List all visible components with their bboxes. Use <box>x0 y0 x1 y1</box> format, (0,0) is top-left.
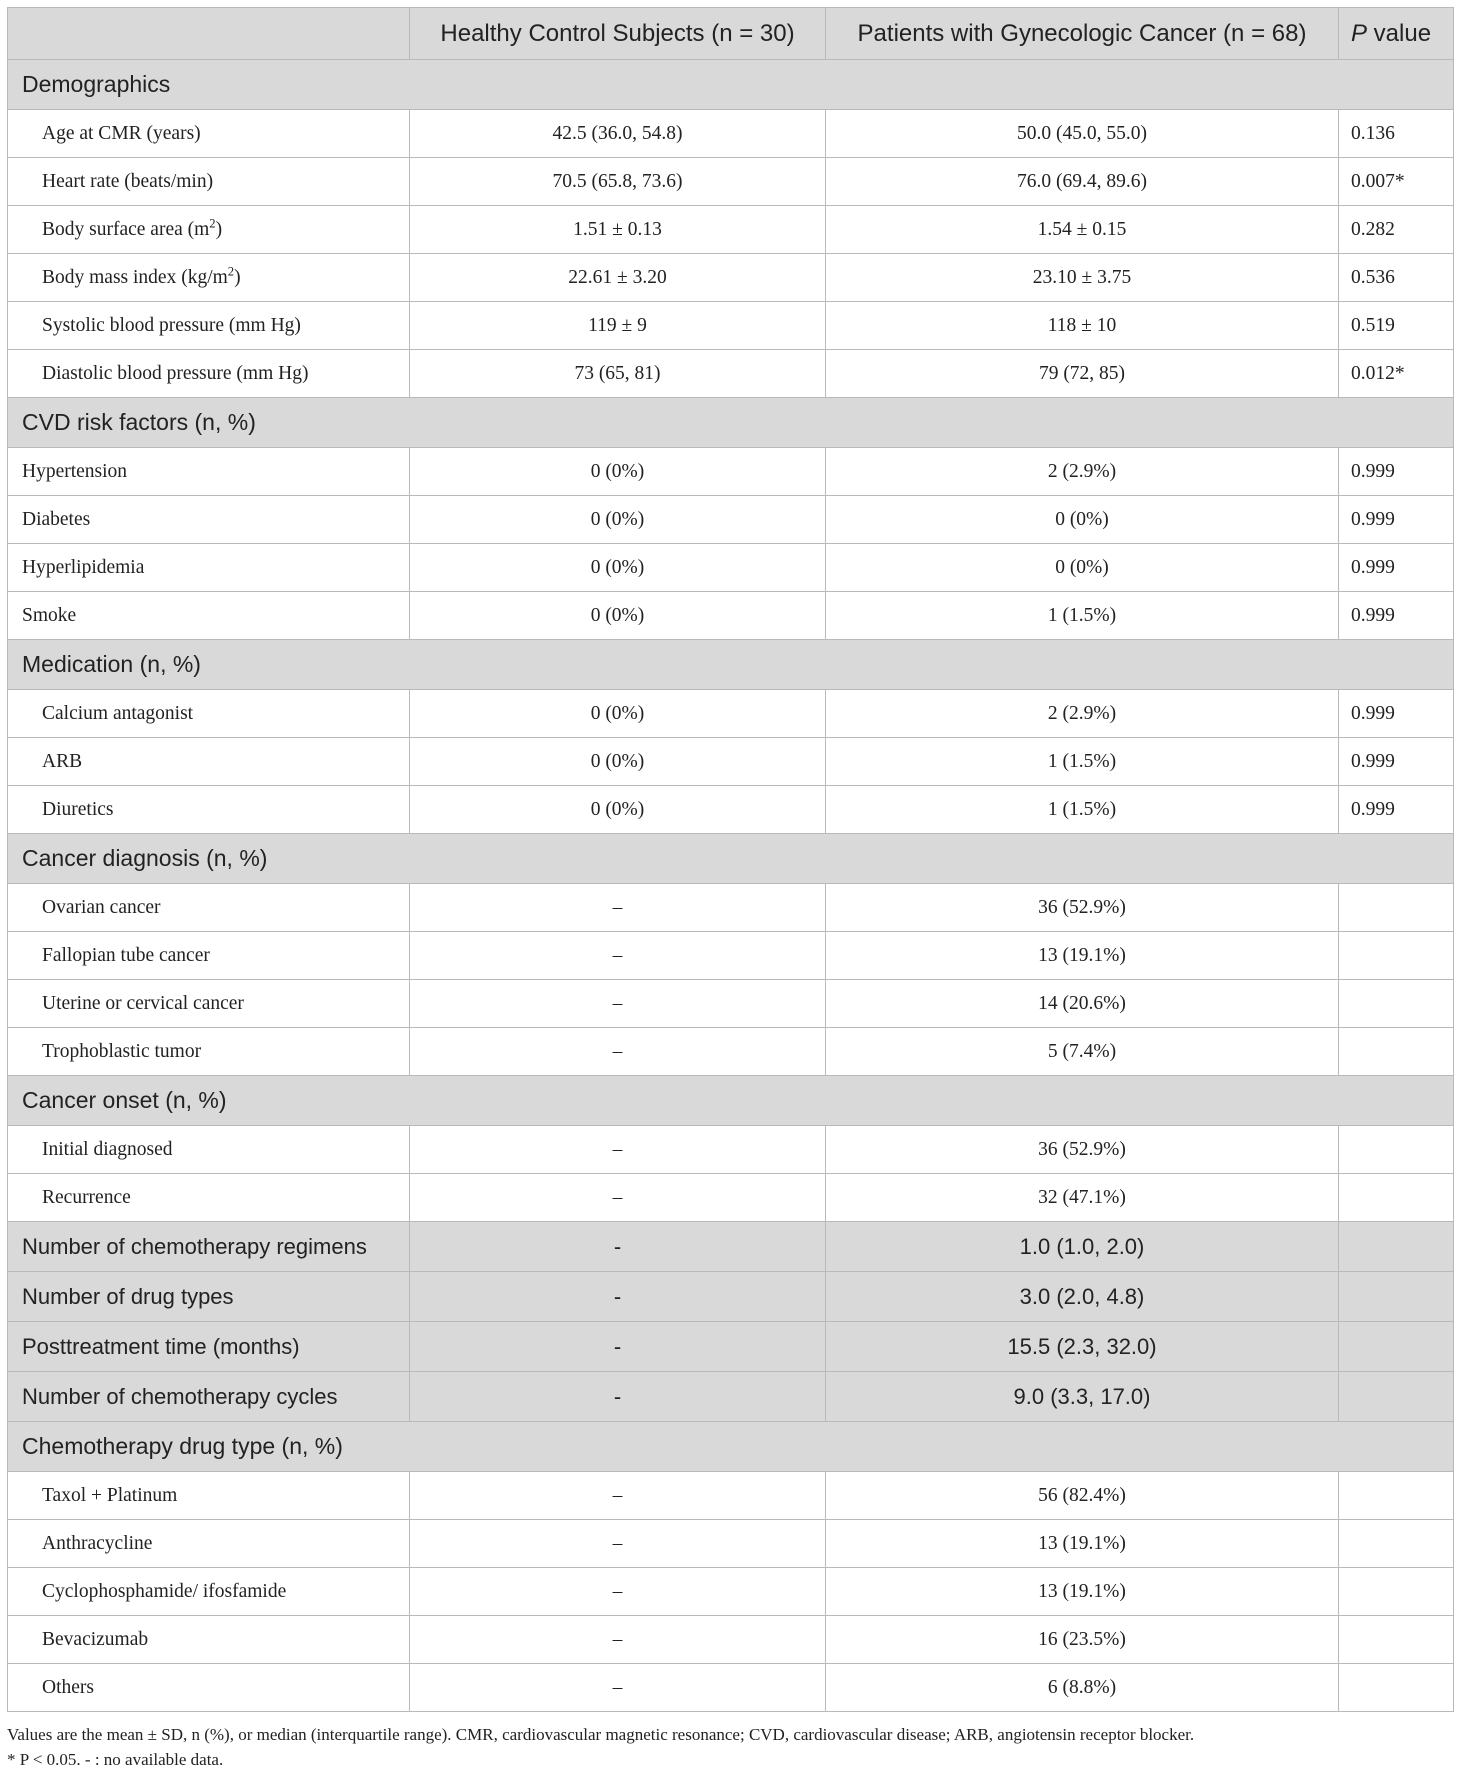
header-patients: Patients with Gynecologic Cancer (n = 68) <box>826 8 1339 60</box>
row-label: Number of drug types <box>8 1272 410 1322</box>
table-row <box>8 786 1454 834</box>
row-label: Number of chemotherapy cycles <box>8 1372 410 1422</box>
patients-value: 0 (0%) <box>826 496 1339 544</box>
p-value: 0.536 <box>1339 254 1454 302</box>
row-label: Taxol + Platinum <box>8 1472 410 1520</box>
row-label: Anthracycline <box>8 1520 410 1568</box>
section-title: Demographics <box>8 60 1454 110</box>
footnote-line: Values are the mean ± SD, n (%), or median (interquartile range). CMR, cardiovascular magnetic resonance; CVD, cardiovascular disease; ARB, angiotensin receptor blocker. <box>7 1725 1195 1744</box>
table-row <box>8 158 1454 206</box>
patients-value: 0 (0%) <box>826 544 1339 592</box>
control-value: - <box>410 1322 826 1372</box>
table-row <box>8 254 1454 302</box>
table-row <box>8 206 1454 254</box>
patients-value: 36 (52.9%) <box>826 1126 1339 1174</box>
row-label: Fallopian tube cancer <box>8 932 410 980</box>
summary-row <box>8 1372 1454 1422</box>
p-value: 0.007* <box>1339 158 1454 206</box>
section-title: Cancer diagnosis (n, %) <box>8 834 1454 884</box>
table-row <box>8 448 1454 496</box>
row-label: Cyclophosphamide/ ifosfamide <box>8 1568 410 1616</box>
p-value <box>1339 1616 1454 1664</box>
patients-value: 118 ± 10 <box>826 302 1339 350</box>
row-label: Trophoblastic tumor <box>8 1028 410 1076</box>
patients-value: 13 (19.1%) <box>826 932 1339 980</box>
patients-value: 16 (23.5%) <box>826 1616 1339 1664</box>
table-row <box>8 980 1454 1028</box>
patients-value: 6 (8.8%) <box>826 1664 1339 1712</box>
table-row <box>8 884 1454 932</box>
table-row <box>8 1174 1454 1222</box>
control-value: 0 (0%) <box>410 496 826 544</box>
table-header-row <box>8 8 1454 60</box>
p-value <box>1339 884 1454 932</box>
p-value: 0.999 <box>1339 786 1454 834</box>
row-label: Body mass index $(kg/m^2)$ <box>8 254 410 302</box>
baseline-characteristics-table <box>7 7 1454 1712</box>
row-label: Number of chemotherapy regimens <box>8 1222 410 1272</box>
p-value <box>1339 1028 1454 1076</box>
control-value: 42.5 (36.0, 54.8) <box>410 110 826 158</box>
section-cancer-diagnosis <box>8 834 1454 884</box>
p-value <box>1339 1222 1454 1272</box>
footnote-line: * P < 0.05. - : no available data. <box>7 1750 224 1769</box>
section-demographics <box>8 60 1454 110</box>
table-row <box>8 932 1454 980</box>
row-label: Smoke <box>8 592 410 640</box>
patients-value: 76.0 (69.4, 89.6) <box>826 158 1339 206</box>
section-title: Chemotherapy drug type (n, %) <box>8 1422 1454 1472</box>
control-value: 0 (0%) <box>410 738 826 786</box>
p-value: 0.999 <box>1339 738 1454 786</box>
row-label: Hypertension <box>8 448 410 496</box>
p-value <box>1339 980 1454 1028</box>
table-row <box>8 592 1454 640</box>
p-value: 0.999 <box>1339 544 1454 592</box>
patients-value: 2 (2.9%) <box>826 690 1339 738</box>
row-label: Systolic blood pressure (mm Hg) <box>8 302 410 350</box>
section-title: CVD risk factors (n, %) <box>8 398 1454 448</box>
row-label: Diabetes <box>8 496 410 544</box>
control-value: - <box>410 1222 826 1272</box>
control-value: – <box>410 1472 826 1520</box>
control-value: – <box>410 1616 826 1664</box>
table-row <box>8 496 1454 544</box>
row-label: ARB <box>8 738 410 786</box>
table-row <box>8 1028 1454 1076</box>
control-value: 0 (0%) <box>410 690 826 738</box>
p-value <box>1339 1664 1454 1712</box>
table-row <box>8 544 1454 592</box>
p-value <box>1339 932 1454 980</box>
control-value: 0 (0%) <box>410 544 826 592</box>
control-value: 0 (0%) <box>410 592 826 640</box>
p-value <box>1339 1472 1454 1520</box>
header-label-cell <box>8 8 410 60</box>
row-label: Recurrence <box>8 1174 410 1222</box>
section-cancer-onset <box>8 1076 1454 1126</box>
table-row <box>8 110 1454 158</box>
control-value: – <box>410 1568 826 1616</box>
patients-value: 5 (7.4%) <box>826 1028 1339 1076</box>
summary-row <box>8 1222 1454 1272</box>
patients-value: 2 (2.9%) <box>826 448 1339 496</box>
table-row <box>8 1616 1454 1664</box>
header-p-value: P value <box>1339 8 1454 60</box>
p-value <box>1339 1568 1454 1616</box>
control-value: - <box>410 1272 826 1322</box>
row-label: Uterine or cervical cancer <box>8 980 410 1028</box>
control-value: 1.51 ± 0.13 <box>410 206 826 254</box>
patients-value: 1.54 ± 0.15 <box>826 206 1339 254</box>
patients-value: 13 (19.1%) <box>826 1568 1339 1616</box>
control-value: 73 (65, 81) <box>410 350 826 398</box>
p-value: 0.999 <box>1339 690 1454 738</box>
patients-value: 32 (47.1%) <box>826 1174 1339 1222</box>
control-value: – <box>410 1520 826 1568</box>
control-value: – <box>410 932 826 980</box>
p-value <box>1339 1126 1454 1174</box>
patients-value: 1 (1.5%) <box>826 786 1339 834</box>
table-footnote <box>7 1722 1453 1772</box>
patients-value: 1 (1.5%) <box>826 592 1339 640</box>
p-value: 0.136 <box>1339 110 1454 158</box>
row-label: Initial diagnosed <box>8 1126 410 1174</box>
p-value <box>1339 1272 1454 1322</box>
row-label: Posttreatment time (months) <box>8 1322 410 1372</box>
patients-value: 1 (1.5%) <box>826 738 1339 786</box>
p-value: 0.519 <box>1339 302 1454 350</box>
table-row <box>8 738 1454 786</box>
p-value: 0.282 <box>1339 206 1454 254</box>
control-value: – <box>410 884 826 932</box>
row-label: Ovarian cancer <box>8 884 410 932</box>
patients-value: 13 (19.1%) <box>826 1520 1339 1568</box>
control-value: 119 ± 9 <box>410 302 826 350</box>
summary-row <box>8 1322 1454 1372</box>
row-label: Calcium antagonist <box>8 690 410 738</box>
patients-value: 9.0 (3.3, 17.0) <box>826 1372 1339 1422</box>
table-row <box>8 302 1454 350</box>
patients-value: 56 (82.4%) <box>826 1472 1339 1520</box>
control-value: 70.5 (65.8, 73.6) <box>410 158 826 206</box>
p-value <box>1339 1174 1454 1222</box>
p-value: 0.012* <box>1339 350 1454 398</box>
patients-value: 3.0 (2.0, 4.8) <box>826 1272 1339 1322</box>
patients-value: 14 (20.6%) <box>826 980 1339 1028</box>
row-label: Others <box>8 1664 410 1712</box>
section-title: Cancer onset (n, %) <box>8 1076 1454 1126</box>
table-row <box>8 1520 1454 1568</box>
control-value: – <box>410 1174 826 1222</box>
p-value: 0.999 <box>1339 448 1454 496</box>
control-value: 0 (0%) <box>410 448 826 496</box>
row-label: Body surface area $(m^2)$ <box>8 206 410 254</box>
table-row <box>8 1664 1454 1712</box>
row-label: Hyperlipidemia <box>8 544 410 592</box>
table-row <box>8 1472 1454 1520</box>
table-row <box>8 350 1454 398</box>
section-chemotherapy-drug-type <box>8 1422 1454 1472</box>
control-value: – <box>410 1028 826 1076</box>
patients-value: 36 (52.9%) <box>826 884 1339 932</box>
patients-value: 23.10 ± 3.75 <box>826 254 1339 302</box>
p-value <box>1339 1372 1454 1422</box>
patients-value: 1.0 (1.0, 2.0) <box>826 1222 1339 1272</box>
patients-value: 50.0 (45.0, 55.0) <box>826 110 1339 158</box>
header-control: Healthy Control Subjects (n = 30) <box>410 8 826 60</box>
section-cvd-risk-factors <box>8 398 1454 448</box>
table-row <box>8 690 1454 738</box>
section-medication <box>8 640 1454 690</box>
patients-value: 79 (72, 85) <box>826 350 1339 398</box>
p-value: 0.999 <box>1339 592 1454 640</box>
table-row <box>8 1126 1454 1174</box>
p-value <box>1339 1322 1454 1372</box>
row-label: Age at CMR (years) <box>8 110 410 158</box>
row-label: Diastolic blood pressure (mm Hg) <box>8 350 410 398</box>
control-value: – <box>410 980 826 1028</box>
row-label: Bevacizumab <box>8 1616 410 1664</box>
table-row <box>8 1568 1454 1616</box>
control-value: – <box>410 1664 826 1712</box>
summary-row <box>8 1272 1454 1322</box>
control-value: - <box>410 1372 826 1422</box>
control-value: – <box>410 1126 826 1174</box>
p-value <box>1339 1520 1454 1568</box>
row-label: Diuretics <box>8 786 410 834</box>
row-label: Heart rate (beats/min) <box>8 158 410 206</box>
patients-value: 15.5 (2.3, 32.0) <box>826 1322 1339 1372</box>
p-value: 0.999 <box>1339 496 1454 544</box>
control-value: 0 (0%) <box>410 786 826 834</box>
control-value: 22.61 ± 3.20 <box>410 254 826 302</box>
section-title: Medication (n, %) <box>8 640 1454 690</box>
